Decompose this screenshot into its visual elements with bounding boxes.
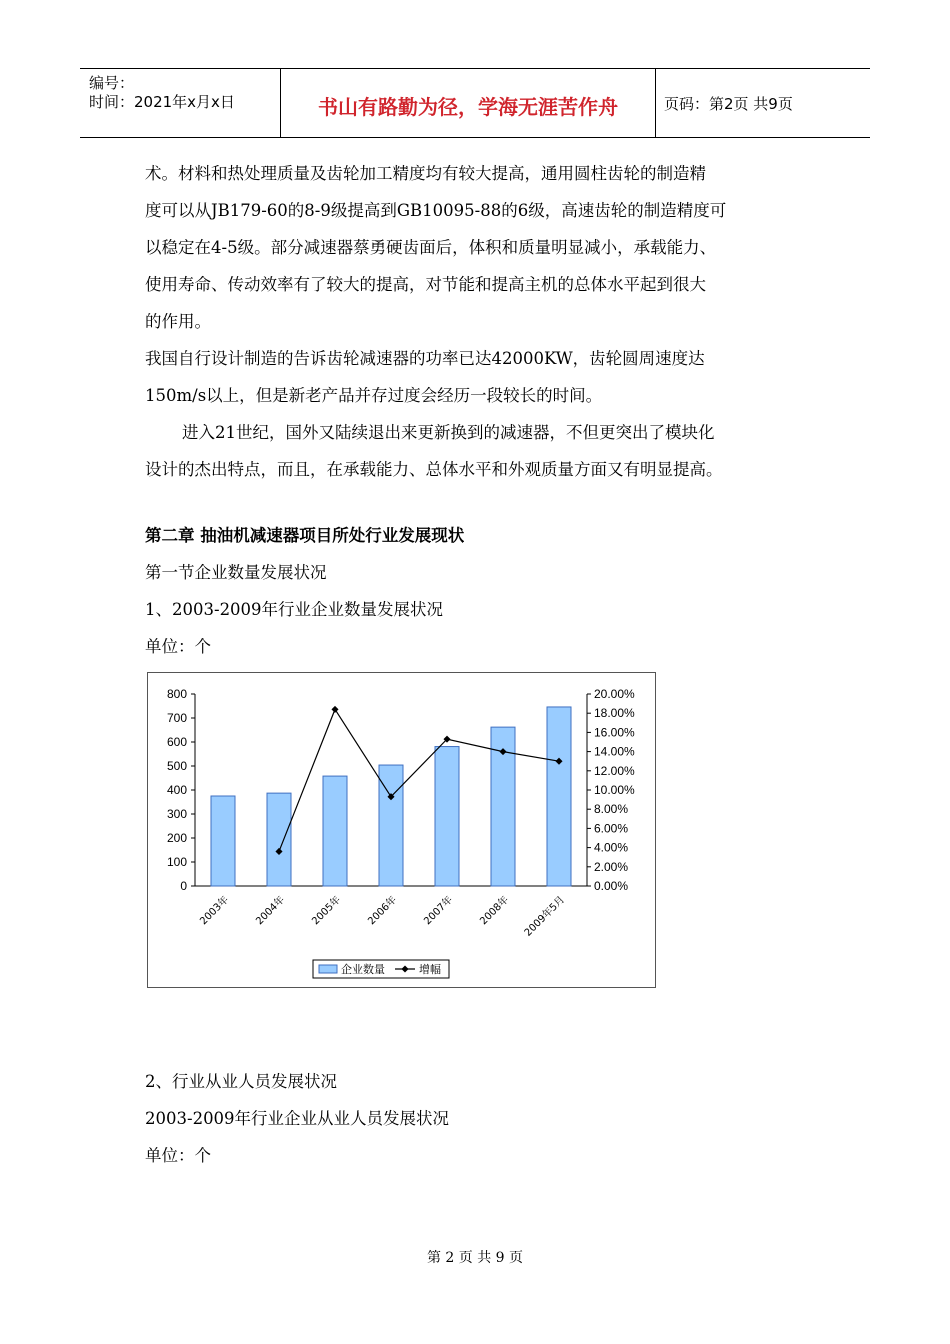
paragraph-line: 术。材料和热处理质量及齿轮加工精度均有较大提高，通用圆柱齿轮的制造精 [145, 164, 706, 183]
legend-bar-label: 企业数量 [341, 963, 385, 976]
left-tick-label: 500 [166, 759, 187, 773]
bar [267, 793, 291, 886]
enterprise-count-chart [147, 672, 656, 988]
right-tick-label: 2.00% [594, 859, 629, 874]
x-tick-label: 2008年 [478, 894, 512, 928]
x-tick-label: 2004年 [254, 894, 288, 928]
header-meta-cell [80, 69, 280, 137]
left-tick-label: 300 [166, 807, 187, 821]
right-tick-label: 20.00% [594, 687, 635, 701]
bar [547, 707, 571, 886]
left-tick-label: 200 [166, 831, 187, 845]
page-footer: 第 2 页 共 9 页 [426, 1250, 524, 1266]
bar [211, 796, 235, 886]
header-page-cell [655, 69, 870, 137]
item-subtitle: 2003-2009年行业企业从业人员发展状况 [145, 1109, 450, 1128]
left-tick-label: 400 [166, 783, 187, 797]
unit-label: 单位：个 [145, 637, 211, 656]
header-motto-cell [280, 69, 656, 137]
left-tick-label: 800 [166, 687, 187, 701]
left-tick-label: 700 [166, 711, 187, 725]
item-title: 1、2003-2009年行业企业数量发展状况 [145, 600, 444, 619]
unit-label: 单位：个 [145, 1146, 211, 1165]
header-page-label: 页码：第2页 共9页 [664, 95, 793, 113]
x-tick-label: 2006年 [366, 894, 400, 928]
section-title: 第一节企业数量发展状况 [145, 563, 327, 582]
paragraph-line: 的作用。 [145, 312, 211, 331]
bar [323, 776, 347, 886]
legend-line-label: 增幅 [419, 963, 441, 976]
bar [435, 747, 459, 886]
document-number-label: 编号： [89, 74, 135, 92]
right-tick-label: 8.00% [594, 802, 629, 817]
page-header [80, 68, 870, 138]
right-tick-label: 10.00% [594, 783, 635, 797]
paragraph-line: 使用寿命、传动效率有了较大的提高，对节能和提高主机的总体水平起到很大 [145, 275, 706, 294]
header-motto: 书山有路勤为径，学海无涯苦作舟 [318, 95, 618, 119]
right-tick-label: 12.00% [594, 763, 635, 778]
left-tick-label: 100 [166, 855, 187, 869]
paragraph-line: 度可以从JB179-60的8-9级提高到GB10095-88的6级，高速齿轮的制造精度可 [145, 201, 727, 220]
legend-bar-swatch [319, 965, 337, 973]
x-tick-label: 2007年 [422, 894, 456, 928]
right-tick-label: 16.00% [594, 725, 635, 740]
x-tick-label: 2009年5月 [522, 894, 568, 939]
right-tick-label: 0.00% [594, 879, 629, 893]
paragraph-line: 进入21世纪，国外又陆续退出来更新换到的减速器，不但更突出了模块化 [182, 423, 715, 442]
left-tick-label: 600 [166, 735, 187, 749]
x-tick-label: 2003年 [198, 894, 232, 928]
right-tick-label: 18.00% [594, 706, 635, 721]
chapter-title: 第二章 抽油机减速器项目所处行业发展现状 [145, 526, 465, 545]
paragraph-line: 150m/s以上，但是新老产品并存过度会经历一段较长的时间。 [145, 386, 603, 405]
body-text [145, 155, 815, 665]
item-title: 2、行业从业人员发展状况 [145, 1072, 337, 1091]
right-tick-label: 6.00% [594, 821, 629, 836]
chart-svg [147, 672, 656, 988]
paragraph-line: 以稳定在4-5级。部分减速器蔡勇硬齿面后，体积和质量明显减小，承载能力、 [145, 238, 717, 257]
paragraph-line: 我国自行设计制造的告诉齿轮减速器的功率已达42000KW，齿轮圆周速度达 [145, 349, 705, 368]
document-time-label: 时间：2021年x月x日 [89, 93, 235, 111]
right-tick-label: 4.00% [594, 840, 629, 855]
right-tick-label: 14.00% [594, 744, 635, 759]
x-tick-label: 2005年 [310, 894, 344, 928]
paragraph-line: 设计的杰出特点，而且，在承载能力、总体水平和外观质量方面又有明显提高。 [145, 460, 723, 479]
lower-text [145, 1063, 449, 1174]
left-tick-label: 0 [180, 879, 187, 893]
